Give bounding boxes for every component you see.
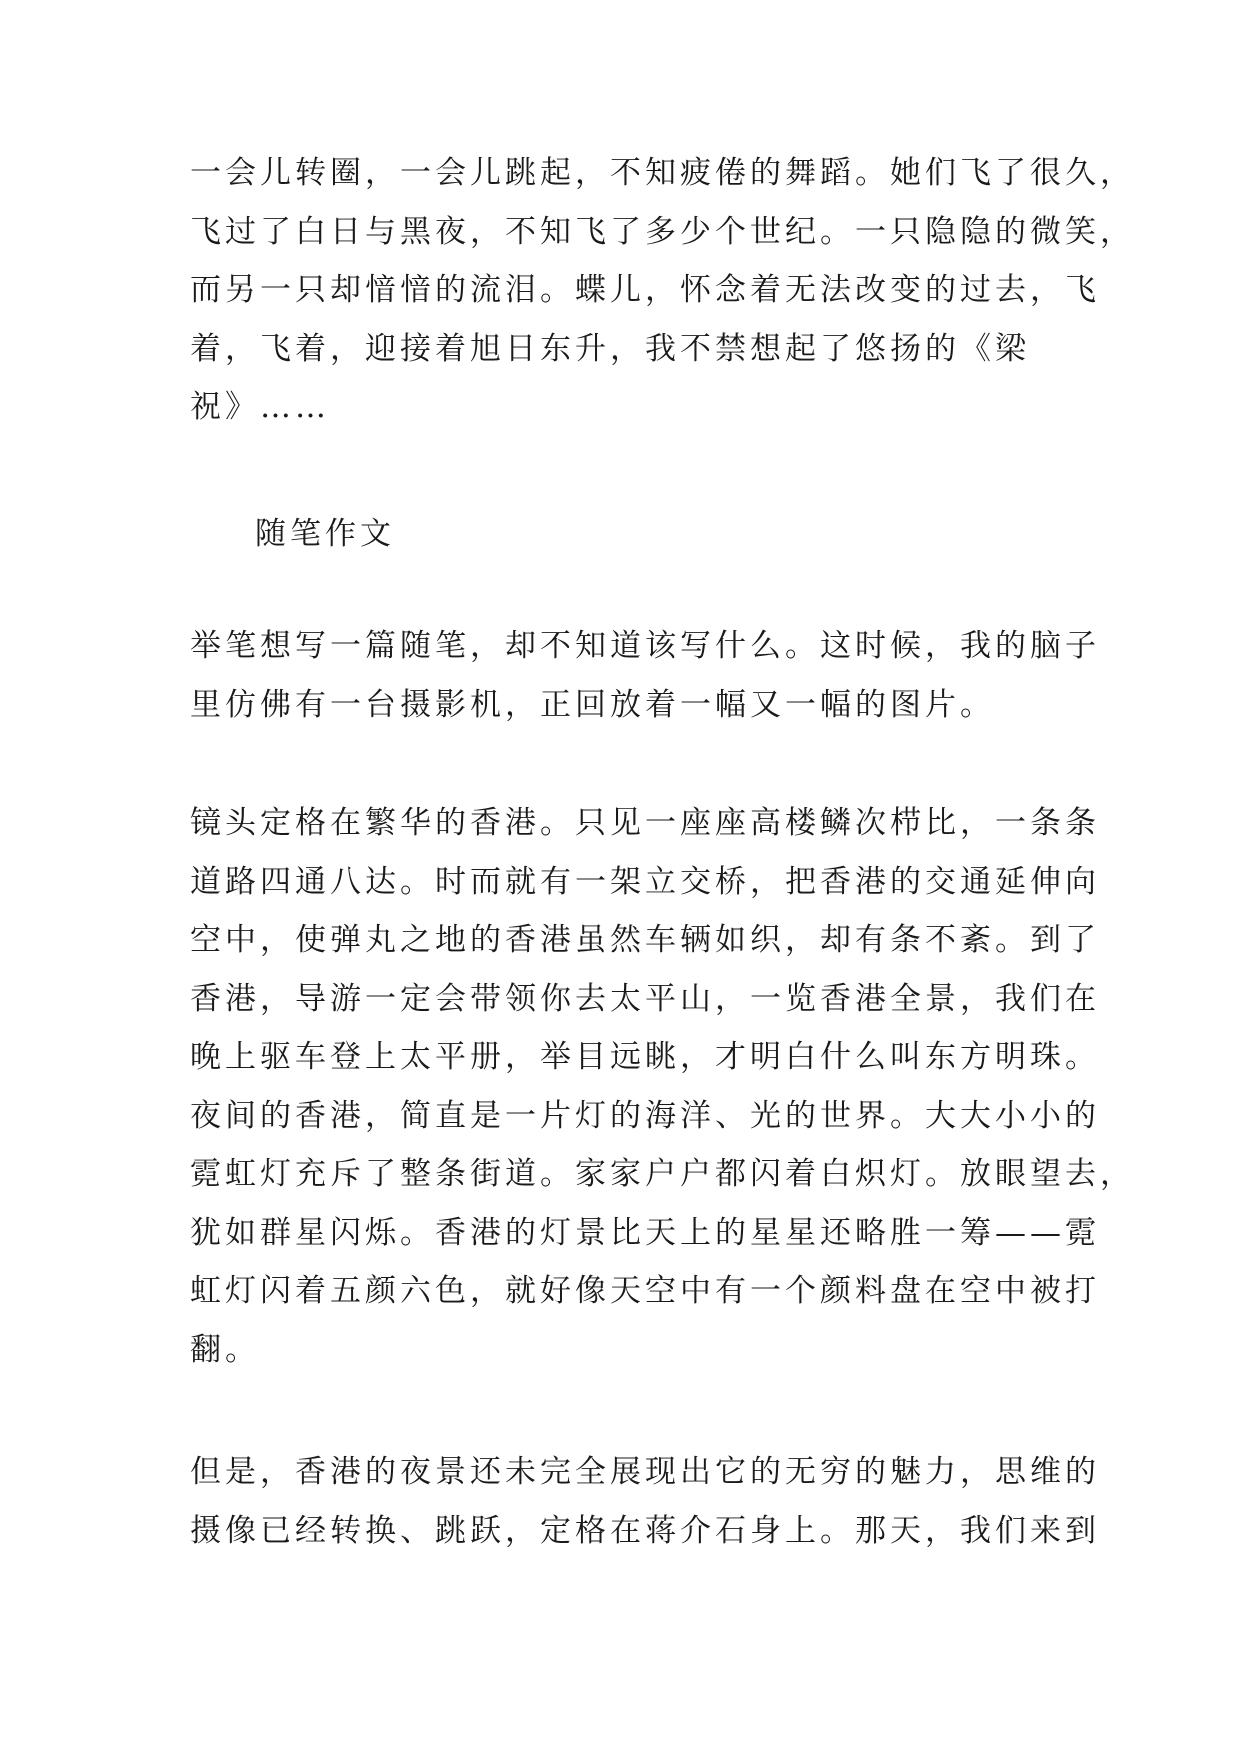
paragraph-line: 空中，使弹丸之地的香港虽然车辆如织，却有条不紊。到了 [190, 922, 1100, 958]
paragraph-line: 摄像已经转换、跳跃，定格在蒋介石身上。那天，我们来到 [190, 1512, 1100, 1549]
paragraph-line: 飞过了白日与黑夜，不知飞了多少个世纪。一只隐隐的微笑， [190, 213, 1135, 250]
paragraph-1 [190, 144, 1135, 437]
paragraph-line: 祝》…… [190, 389, 330, 425]
paragraph-line: 里仿佛有一台摄影机，正回放着一幅又一幅的图片。 [190, 686, 995, 723]
paragraph-3 [190, 794, 1135, 1379]
paragraph-line: 翻。 [190, 1331, 260, 1368]
paragraph-line: 镜头定格在繁华的香港。只见一座座高楼鳞次栉比，一条条 [190, 805, 1100, 841]
paragraph-line: 举笔想写一篇随笔，却不知道该写什么。这时候，我的脑子 [190, 628, 1100, 664]
paragraph-line: 但是，香港的夜景还未完全展现出它的无穷的魅力，思维的 [190, 1454, 1100, 1490]
paragraph-line: 霓虹灯充斥了整条街道。家家户户都闪着白炽灯。放眼望去， [190, 1156, 1135, 1192]
paragraph-line: 虹灯闪着五颜六色，就好像天空中有一个颜料盘在空中被打 [190, 1273, 1100, 1309]
paragraph-line: 道路四通八达。时而就有一架立交桥，把香港的交通延伸向 [190, 863, 1100, 900]
paragraph-line: 一会儿转圈，一会儿跳起，不知疲倦的舞蹈。她们飞了很久， [190, 155, 1135, 191]
paragraph-line: 夜间的香港，简直是一片灯的海洋、光的世界。大大小小的 [190, 1097, 1100, 1134]
section-heading: 随笔作文 [255, 516, 395, 552]
paragraph-line: 香港，导游一定会带领你去太平山，一览香港全景，我们在 [190, 980, 1100, 1017]
paragraph-line: 犹如群星闪烁。香港的灯景比天上的星星还略胜一筹——霓 [190, 1214, 1100, 1251]
paragraph-line: 晚上驱车登上太平册，举目远眺，才明白什么叫东方明珠。 [190, 1039, 1100, 1075]
paragraph-line: 着，飞着，迎接着旭日东升，我不禁想起了悠扬的《梁 [190, 330, 1030, 367]
paragraph-2 [190, 617, 1100, 734]
paragraph-4 [190, 1443, 1100, 1560]
paragraph-line: 而另一只却愔愔的流泪。蝶儿，怀念着无法改变的过去，飞 [190, 272, 1100, 308]
